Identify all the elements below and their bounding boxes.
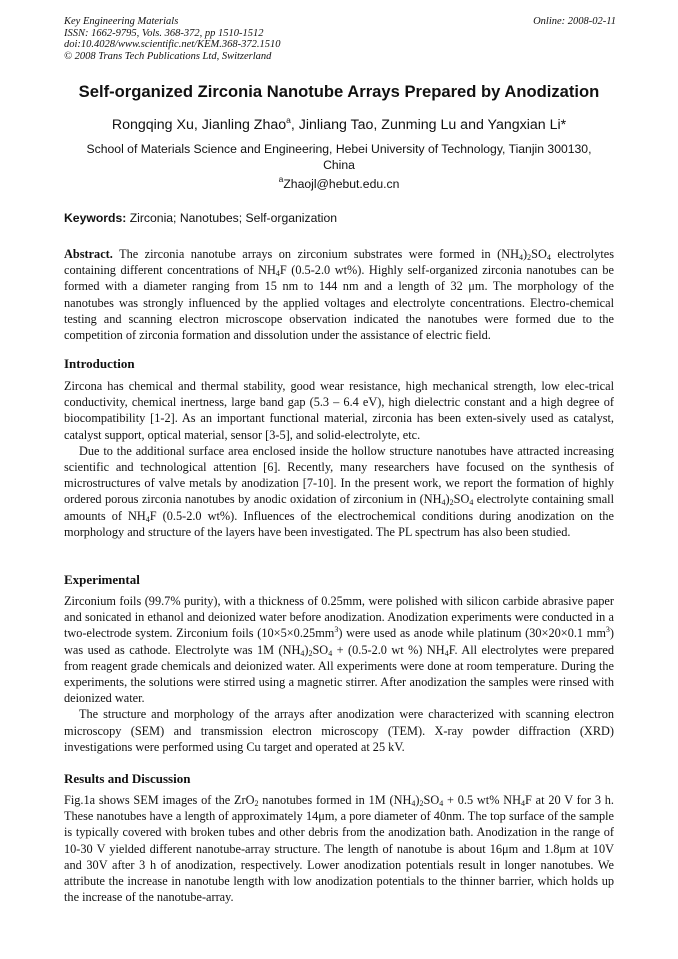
results-text: nanotubes formed in 1M (NH [258,793,412,807]
author-superscript: a [286,115,291,125]
subscript: 4 [469,498,474,508]
subscript: 4 [439,799,444,808]
abstract-text: ) [523,247,528,261]
results-paragraph-1 [64,792,614,905]
abstract [64,246,614,343]
results-text: F at 20 V for 3 h. These nanotubes have a length of approximately 14μm, a pore diameter of 40nm. The top surface of the sample is typically covered with broken tubes and other debris from the anodization bath. Anodization in the range of 10-30 V yielded different nanotube-array structure. The length of nanotube is about 16μm and 1.8μm at 10V and 30V after 3 h of anodization, respectively. Lower anodization potentials result in longer nanotubes. We attribute the increase in nanotube length with low anodization potentials to the thinner barrier, which holds up the increase of the nanotube-array. [64,793,614,905]
keywords [64,211,337,225]
intro-text: SO [453,492,470,507]
experimental-text: SO [312,642,329,657]
subscript: 4 [546,253,551,262]
abstract-text: F (0.5-2.0 wt%). Highly self-organized zirconia nanotubes can be formed with a diameter ranging from 15 nm to 144 nm and a length of 32 μm. The morphology of the nanotubes was strongly influenced by the applied voltages and electrolyte concentrations. Electro-chemical testing and scanning electron microscope observation indicated the nanotubes were formed due to the competition of zirconia formation and dissolution under the assistance of electric field. [64,263,614,343]
experimental-text: F. All electrolytes were prepared from reagent grade chemicals and deionized water. All experiments were done at room temperature. During the experiments, the solutions were stirred using a magnetic stirrer. After anodization the samples were rinsed with deionized water. [64,642,615,706]
abstract-label: Abstract. [64,247,113,261]
abstract-text: SO [531,247,547,261]
copyright-line: © 2008 Trans Tech Publications Ltd, Switzerland [64,50,272,62]
subscript: 4 [441,498,446,508]
author-list [40,117,638,133]
doi-line: doi:10.4028/www.scientific.net/KEM.368-372.1510 [64,39,281,50]
keywords-label: Keywords: [64,211,127,225]
authors-part-2: , Jinliang Tao, Zunming Lu and Yangxian Li* [290,117,567,133]
results-text: Fig.1a shows SEM images of the ZrO [64,793,255,807]
abstract-text: The zirconia nanotube arrays on zirconium substrates were formed in (NH [119,247,520,261]
intro-text: F (0.5-2.0 wt%). Influences of the electrochemical conditions during anodization on the morphology and structure of the layers have been investigated. The PL spectrum has also been studied. [64,508,614,539]
abstract-text: electrolytes containing different concentrations of NH [64,247,615,278]
subscript: 4 [519,253,524,262]
email-superscript: a [278,174,284,184]
results-text: SO [423,793,440,807]
superscript: 3 [605,625,610,635]
introduction-heading: Introduction [64,356,135,371]
email-address: Zhaojl@hebut.edu.cn [283,177,400,191]
experimental-text: + (0.5-2.0 wt %) NH [332,642,445,657]
paper-title: Self-organized Zirconia Nanotube Arrays Prepared by Anodization [78,82,600,101]
keywords-text: Zirconia; Nanotubes; Self-organization [129,211,338,225]
results-body [64,792,614,905]
subscript: 2 [419,799,424,808]
intro-paragraph-1: Zircona has chemical and thermal stability, good wear resistance, high mechanical strength, low elec-trical conductivity, chemical inertness, large band gap (5.3 – 6.4 eV), high dielectric constant and a high degree of biocompatibility [1-2]. As an important functional material, zirconia has been exten-sively used as catalyst, catalyst support, optical material, sensor [3-5], and solid-electrolyte, etc. [64,379,614,442]
introduction-body [64,378,614,540]
intro-text: ) [445,492,450,507]
affiliation: School of Materials Science and Engineering, Hebei University of Technology, Tianjin 300130, China [86,142,592,172]
subscript: 4 [411,799,416,808]
subscript: 4 [300,648,305,658]
journal-header [64,16,616,62]
experimental-text: ) [304,642,309,657]
results-heading: Results and Discussion [64,771,191,786]
subscript: 2 [308,648,313,658]
intro-text: electrolyte containing small amounts of NH [64,492,614,523]
subscript: 2 [527,253,532,262]
author-email [40,174,638,191]
subscript: 4 [328,648,333,658]
subscript: 2 [449,498,454,508]
subscript: 2 [254,799,259,808]
results-text: + 0.5 wt% NH [443,793,522,807]
authors-part-1: Rongqing Xu, Jianling Zhao [111,117,287,133]
subscript: 4 [145,514,150,524]
online-date: Online: 2008-02-11 [533,16,616,27]
experimental-text: ) was used as cathode. Electrolyte was 1M (NH [64,626,614,657]
subscript: 4 [275,269,280,279]
experimental-paragraph-1 [64,593,614,706]
experimental-paragraph-2: The structure and morphology of the arrays after anodization were characterized with scanning electron microscopy (SEM) and transmission electron microscopy (TEM). X-ray powder diffraction (XRD) investigations were performed using Cu target and operated at 25 kV. [64,707,614,754]
superscript: 3 [334,625,339,635]
experimental-text: Zirconium foils (99.7% purity), with a thickness of 0.25mm, were polished with silicon carbide abrasive paper and sonicated in ethanol and deionized water before anodization. Anodization experiments were conducted in a two-electrode system. Zirconium foils (10×5×0.25mm [64,594,614,641]
intro-text: Due to the additional surface area enclosed inside the hollow structure nanotubes have attracted increasing scientific and technological attention [6]. Recently, many researchers have focused on the synthesis of microstructures of valve metals by anodization [7-10]. In the present work, we report the formation of highly ordered porous zirconia nanotubes by anodic oxidation of zirconium in (NH [64,443,614,507]
journal-name: Key Engineering Materials [64,16,179,27]
subscript: 4 [444,648,449,658]
experimental-heading: Experimental [64,572,140,587]
results-text: ) [415,793,420,807]
subscript: 4 [521,799,526,808]
issn-line: ISSN: 1662-9795, Vols. 368-372, pp 1510-1512 [64,27,264,39]
intro-paragraph-2 [64,443,614,540]
experimental-text: ) were used as anode while platinum (30×20×0.1 mm [338,626,606,641]
experimental-body [64,593,614,755]
